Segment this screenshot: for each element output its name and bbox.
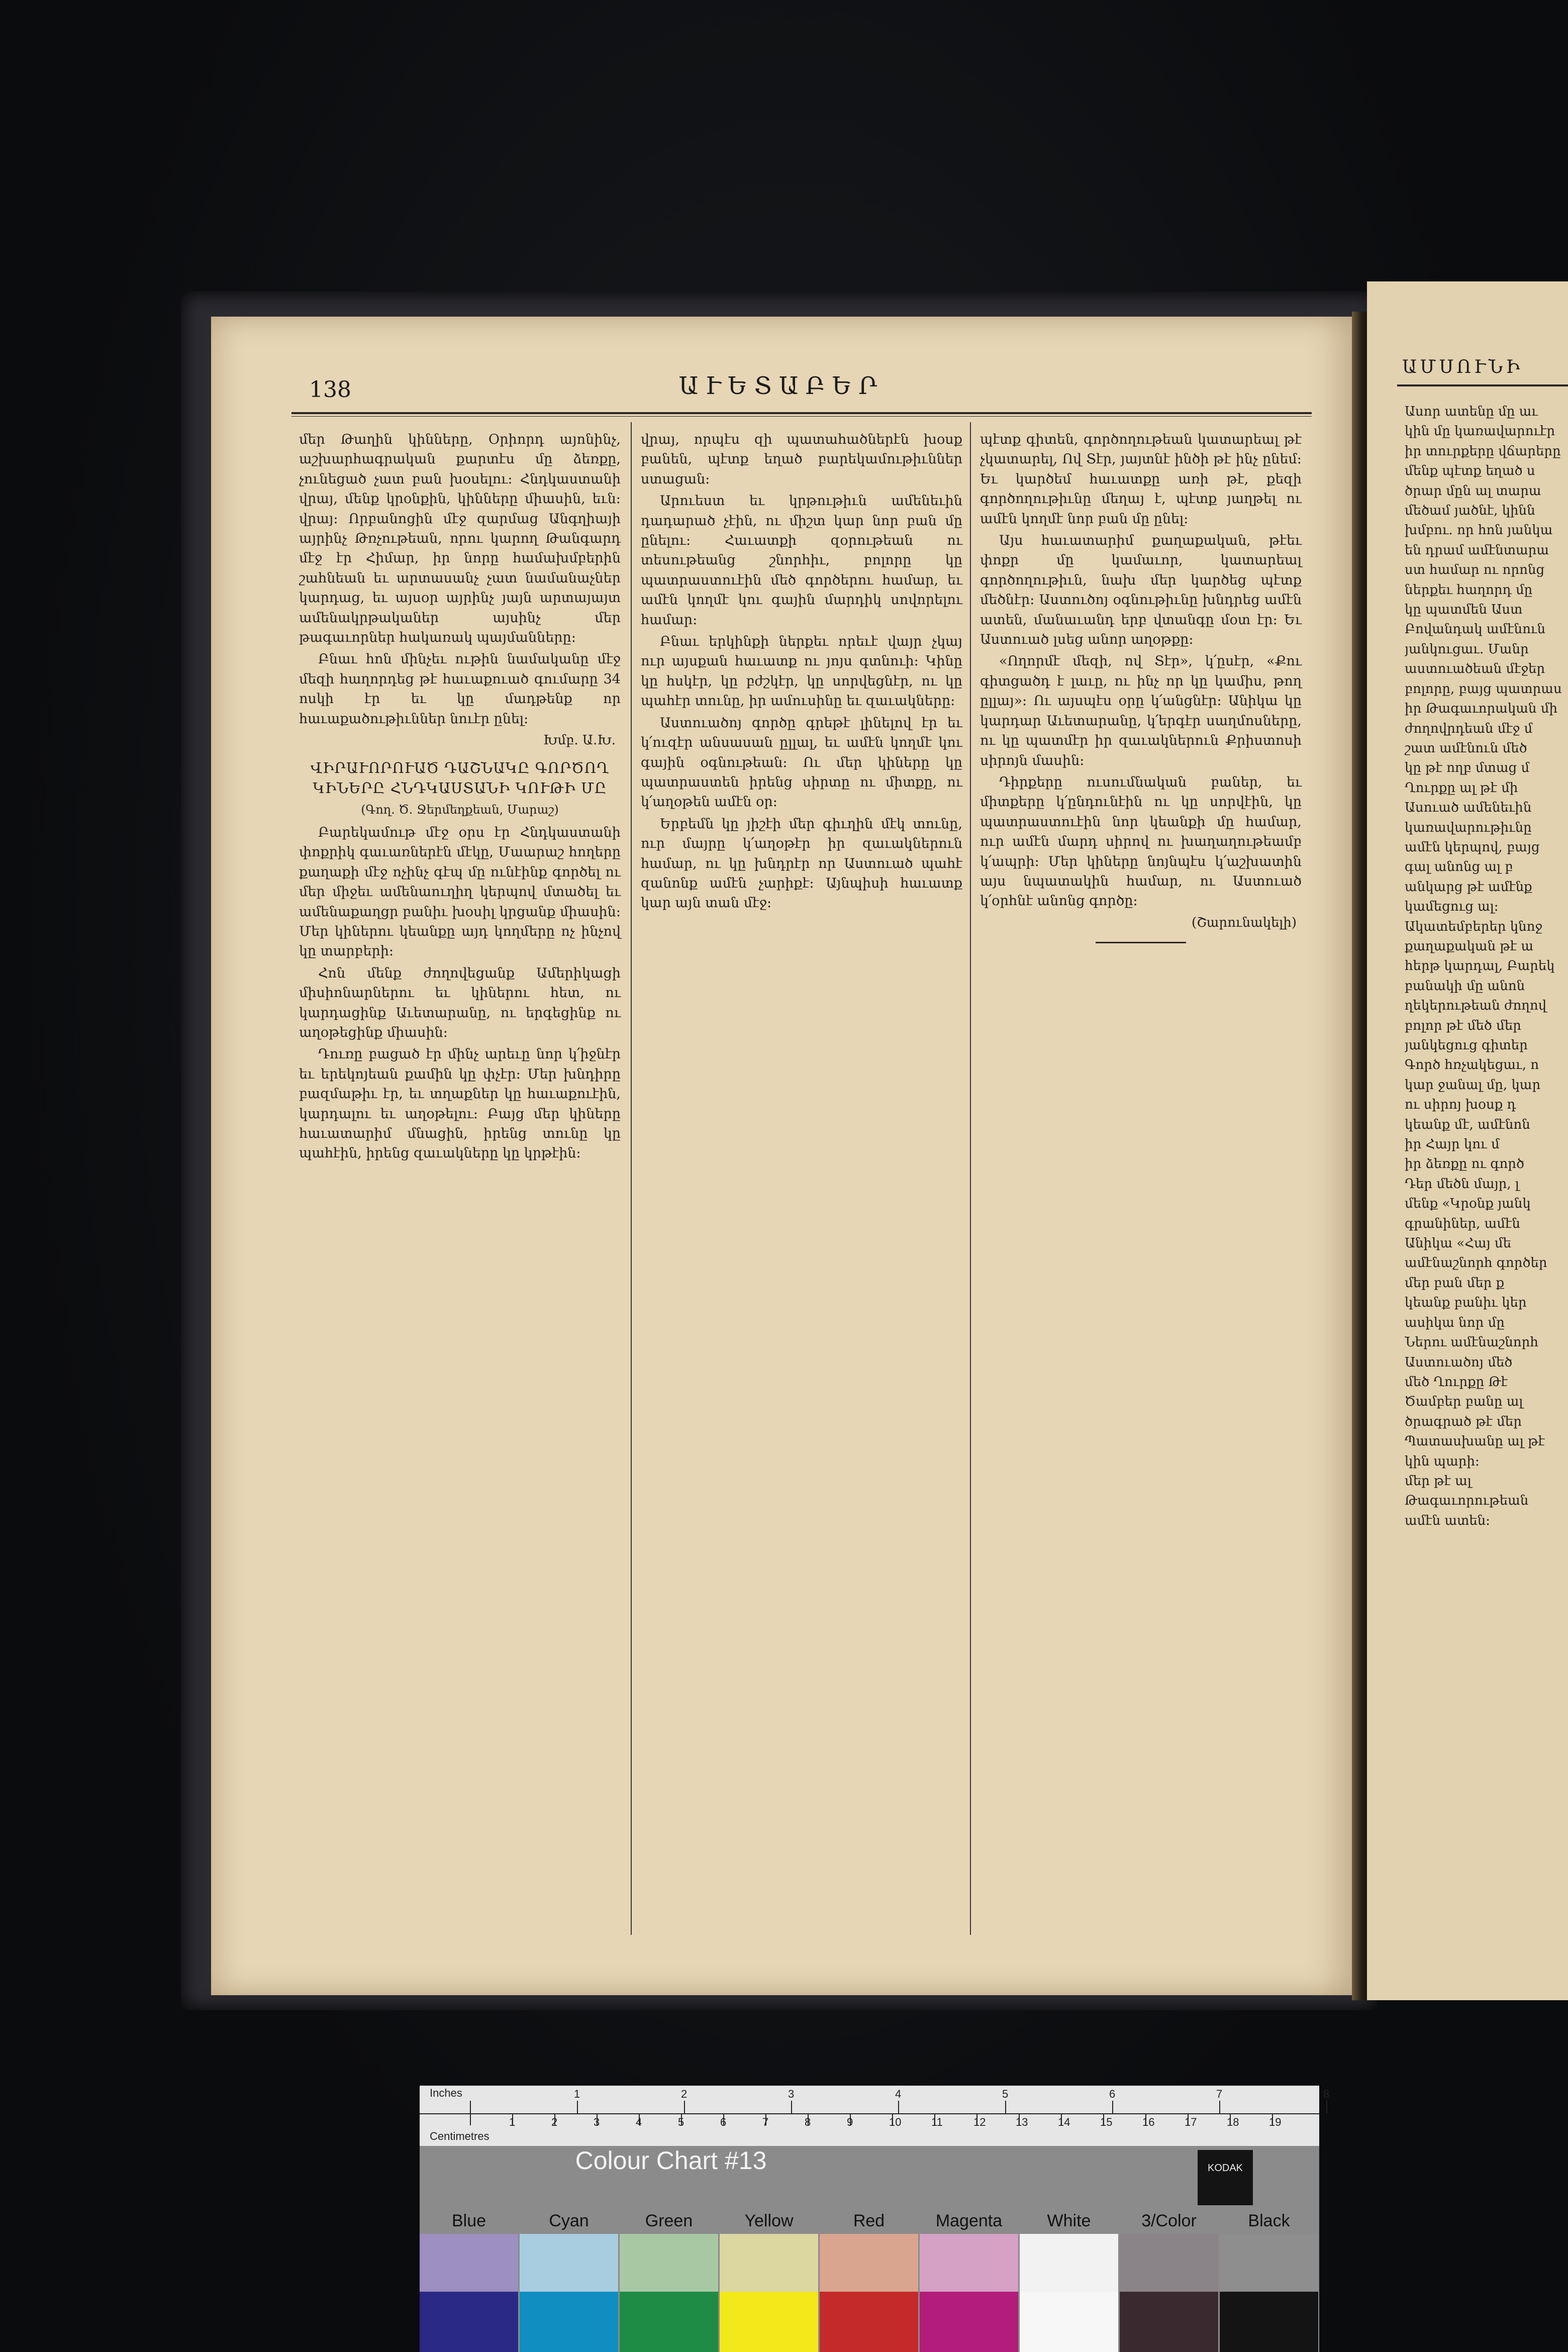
- kodak-logo: KODAK: [1198, 2150, 1253, 2205]
- right-page-line: ամէնաշնորհ գործեր: [1405, 1255, 1547, 1271]
- swatch-solid: [520, 2292, 618, 2352]
- ruler-cm-number: 9: [847, 2116, 853, 2128]
- right-page-line: Գործ հռչակեցաւ, ո: [1405, 1057, 1539, 1073]
- col2-paragraph: Աստուածոյ գործը գրեթէ լինելով էր եւ կ՛ուզէր անսասան ըլլալ, եւ ամէն կողմէ կու գային օգնութեան։ Ու մեր կիները կը պատրաստեն իրենց սիրտը ու միտքը, ու կ՛աղօթեն ամէն օր։: [641, 715, 962, 810]
- right-page-line: կառավարութիւնը: [1405, 820, 1532, 835]
- colour-chart: [420, 2086, 1330, 2352]
- ruler-centimetres-label: Centimetres: [430, 2130, 489, 2142]
- right-page-line: բոլորը, բայց պատրաս: [1405, 681, 1562, 697]
- ruler-inch-number: 1: [574, 2088, 580, 2100]
- right-page-line: կեանք մէ, ամէնոն: [1405, 1117, 1530, 1132]
- col1-paragraph: Բնաւ հոն մինչեւ ութին նամականը մէջ մեզի հաղորդեց թէ հաւաքուած գումարը 34 ոսկի էր եւ կը մադթենք որ հաւաքածութիւններ նուէր ընել։: [299, 651, 621, 727]
- header-rule-thin: [291, 416, 1312, 417]
- ruler-cm-number: 4: [636, 2116, 642, 2128]
- right-page-line: հերթ կարդալ, Բարեկ: [1405, 958, 1555, 974]
- swatch-solid: [1220, 2292, 1318, 2352]
- swatch-tint: [1020, 2234, 1118, 2292]
- swatch-label-red: Red: [853, 2211, 885, 2230]
- right-page-line: կը թէ ողբ մտաց մ: [1405, 760, 1530, 776]
- ruler-cm-number: 7: [762, 2116, 769, 2128]
- right-page-line: Ասուած ամենեւին: [1405, 800, 1532, 816]
- right-page-line: կեանք բանիւ կեր: [1405, 1295, 1527, 1311]
- swatch-label-white: White: [1047, 2211, 1091, 2230]
- right-page-line: բանակի մը անոն: [1405, 978, 1525, 994]
- swatch-tint: [520, 2234, 618, 2292]
- right-page-line: իր ձեռքը ու գործ: [1405, 1156, 1525, 1172]
- swatch-label-magenta: Magenta: [935, 2211, 1003, 2230]
- ruler-cm-number: 11: [931, 2116, 943, 2128]
- ruler-inch-number: 7: [1216, 2088, 1223, 2100]
- ruler-cm-number: 13: [1016, 2116, 1028, 2128]
- right-page-line: կին պարի։: [1405, 1453, 1480, 1469]
- right-page-line: մեծ Ղուրքը Թէ: [1405, 1374, 1508, 1390]
- swatch-label-3color: 3/Color: [1141, 2211, 1197, 2230]
- ruler-cm-number: 14: [1058, 2116, 1070, 2128]
- swatch-tint: [420, 2234, 518, 2292]
- right-page-line: Ներու ամէնաշնորհ: [1405, 1335, 1538, 1350]
- column-2: [641, 430, 962, 915]
- swatch-solid: [820, 2292, 918, 2352]
- ruler-inch-number: 4: [895, 2088, 902, 2100]
- right-page-line: ստ համար ու որոնց: [1405, 562, 1545, 578]
- swatch-solid: [420, 2292, 518, 2352]
- right-page-line: ու սիրոյ խօսք դ: [1405, 1097, 1516, 1113]
- swatch-tint: [1220, 2234, 1318, 2292]
- swatch-solid: [1120, 2292, 1218, 2352]
- right-page-line: իր Հայր կու մ: [1405, 1137, 1500, 1152]
- right-page-line: Դեր մեծն մայր, լ: [1405, 1176, 1519, 1192]
- swatch-solid: [720, 2292, 818, 2352]
- article-subheading: (Գող. Ծ. Ջերմեղքեան, Մարաշ): [361, 802, 559, 817]
- col3-paragraph: Դիրքերը ուսումնական բաներ, եւ միտքերը կ՛ընդունէին ու կը սորվէին, կը պատրաստուէին նոր կեանքի մը համար, ուր ամէն մարդ սիրով ու խաղաղութեամբ կ՛ապրի։ Մեր կիները նոյնպէս կ՛աշխատին այս նպատակին համար, ու Աստուած կ՛օրհնէ անոնց գործը։: [980, 774, 1302, 909]
- ruler-inches-label: Inches: [430, 2087, 462, 2099]
- right-page-line: ժողովրդեան մէջ մ: [1405, 721, 1533, 736]
- right-page-line: իր Թագաւորական մի: [1405, 701, 1557, 717]
- left-page: [211, 317, 1352, 1995]
- ruler-inch-number: 3: [788, 2088, 795, 2100]
- column-rule-1: [631, 422, 632, 1935]
- swatch-label-yellow: Yellow: [744, 2211, 794, 2230]
- right-page-line: Աստուածոյ մեծ: [1405, 1354, 1513, 1370]
- ruler-cm-number: 15: [1100, 2116, 1113, 2128]
- ruler-inch-tick: [1005, 2101, 1006, 2113]
- col1-paragraph: Հոն մենք ժողովեցանք Ամերիկացի միսիոնարներու եւ կիներու հետ, ու կարդացինք Աւետարանը, ու երգեցինք ու աղօթեցինք միասին։: [299, 965, 621, 1040]
- ruler-cm-number: 18: [1227, 2116, 1239, 2128]
- right-page-line: մեր բան մեր ք: [1405, 1275, 1505, 1291]
- col1-byline: Խմբ. Ա.Խ.: [543, 733, 616, 748]
- colour-chart-title: Colour Chart #13: [575, 2146, 767, 2175]
- right-page-line: քաղաքական թէ ա: [1405, 938, 1534, 954]
- swatch-tint: [920, 2234, 1018, 2292]
- right-page-line: Պատասխանը ալ թէ: [1405, 1434, 1545, 1449]
- ruler-cm-number: 2: [551, 2116, 558, 2128]
- ruler-cm-number: 12: [973, 2116, 986, 2128]
- ruler-cm-number: 6: [720, 2116, 727, 2128]
- right-page-line: ամէն ատեն։: [1405, 1513, 1490, 1528]
- right-page-line: կամեցուց ալ։: [1405, 899, 1499, 915]
- ruler-inch-tick: [898, 2101, 899, 2113]
- right-page-line: Բովանդակ ամէնուն: [1405, 622, 1546, 637]
- column-rule-2: [970, 422, 971, 1935]
- right-page-line: կին մը կառավարուէր: [1405, 424, 1555, 439]
- ruler-inch-tick: [791, 2101, 792, 2113]
- col1-paragraph: Բարեկամութ մէջ օրս էր Հնդկաստանի փոքրիկ գաւառներէն մէկը, Մաարաշ հողերը քաղաքի մէջ ոչինչ գէպ մը ունէինք գործել ու մեր միջեւ ամենաուղիղ կերպով մտածել եւ ամենաքաղցր բանիւ խօսիլ կրցանք միասին։ Մեր կիներու կեանքը այդ կողմերը ոչ ինչով կը տարբերի։: [299, 824, 621, 959]
- swatch-solid: [620, 2292, 718, 2352]
- col2-paragraph: Բնաւ երկինքի ներքեւ որեւէ վայր չկայ ուր այսքան հաւատք ու յոյս գտնուի։ Կինը կը հսկէր, կը բժշկէր, կը սորվեցնէր, ու կը պահէր տունը, իր ամուսինը եւ զաւակները։: [641, 634, 962, 709]
- swatch-tint: [820, 2234, 918, 2292]
- col3-paragraph: պէտք գիտեն, գործողութեան կատարեալ թէ չկատարել, Ով Տէր, յայտնէ ինծի թէ ինչ ընեմ։ Եւ կարծեմ հաւատքը առի թէ, քեզի գործողութիւնը մեղայ է, պէտք յաղթել ու ամէն կողմէ նոր բան մը ընել։: [980, 432, 1302, 527]
- right-page: [1367, 281, 1568, 2000]
- swatch-solid: [1020, 2292, 1118, 2352]
- ruler-inch-number: 2: [681, 2088, 688, 2100]
- swatch-label-cyan: Cyan: [549, 2211, 589, 2230]
- measurement-ruler: [420, 2086, 1330, 2146]
- swatch-tint: [720, 2234, 818, 2292]
- right-page-line: Ծամբեր բանը ալ: [1405, 1394, 1523, 1410]
- right-page-line: անկարց թէ ամէնք: [1405, 879, 1532, 895]
- swatch-label-black: Black: [1248, 2211, 1290, 2230]
- ruler-inch-number: 5: [1002, 2088, 1009, 2100]
- ruler-cm-number: 10: [889, 2116, 902, 2128]
- ruler-inch-tick: [1326, 2101, 1327, 2113]
- right-page-line: Անիկա «Հայ մե: [1405, 1236, 1511, 1251]
- ruler-inch-tick: [1219, 2101, 1220, 2113]
- header-rule: [291, 412, 1312, 414]
- right-page-line: բոլոր թէ մեծ մեր: [1405, 1018, 1521, 1033]
- right-page-line: կը պատմեն Աստ: [1405, 602, 1523, 618]
- column-1: [299, 430, 621, 1165]
- ruler-cm-number: 19: [1269, 2116, 1282, 2128]
- right-page-line: շատ ամէնուն մեծ: [1405, 740, 1527, 756]
- right-page-line: յանկեցուց գիտեր: [1405, 1038, 1528, 1053]
- page-number: 138: [309, 377, 351, 403]
- swatch-solid: [920, 2292, 1018, 2352]
- ruler-inch-number: 8: [1323, 2088, 1330, 2100]
- right-page-running-head: ԱՄՍՈՒՆԻ: [1402, 357, 1523, 377]
- right-page-line: կար ջանալ մը, կար: [1405, 1077, 1541, 1093]
- right-page-line: իր տուրքերը վճարերը: [1405, 443, 1561, 459]
- right-page-line: Ղուրքը ալ թէ մի: [1405, 780, 1518, 796]
- right-page-line: աստուածեան մէջեր: [1405, 661, 1545, 677]
- running-head: ԱՒԵՏԱԲԵՐ: [678, 372, 885, 400]
- right-page-line: ներքեւ հաղորդ մը: [1405, 582, 1533, 598]
- ruler-inch-tick: [684, 2101, 685, 2113]
- swatch-tint: [620, 2234, 718, 2292]
- column-3: [980, 430, 1302, 943]
- right-page-line: մեր թէ ալ: [1405, 1473, 1472, 1489]
- right-page-line: ծրագրած թէ մեր: [1405, 1414, 1522, 1429]
- ruler-cm-number: 3: [594, 2116, 600, 2128]
- right-page-column: [1405, 402, 1568, 1531]
- right-page-line: են դրամ ամէնտարա: [1405, 542, 1549, 558]
- right-page-line: Ակատեմբերեր կնոջ: [1405, 919, 1543, 934]
- ruler-cm-number: 16: [1142, 2116, 1155, 2128]
- right-page-line: խմբու. որ հոն յանկա: [1405, 523, 1553, 538]
- right-page-line: ասիկա նոր մը: [1405, 1315, 1505, 1330]
- right-page-line: Թագաւորութեան: [1405, 1493, 1529, 1509]
- ruler-cm-number: 8: [805, 2116, 811, 2128]
- ruler-cm-number: 1: [509, 2116, 516, 2128]
- right-page-line: մենք «Կրօնք յանկ: [1405, 1196, 1531, 1212]
- col3-paragraph: Այս հաւատարիմ քաղաքական, թէեւ փոքր մը կամաւոր, կատարեալ գործողութիւն, նախ մեր կարծեց պէտք մեծնէր։ Աստուծոյ օգնութիւնը խնդրեց ամէն ատեն, մանաւանդ երբ վտանգը մօտ էր։ Եւ Աստուած լսեց անոր աղօթքը։: [980, 533, 1302, 648]
- ruler-inch-tick: [1112, 2101, 1113, 2113]
- right-page-line: մեծամ յածնէ, կինն: [1405, 503, 1535, 519]
- article-heading: ՎԻՐԱՒՈՐՈՒԱԾ ԴԱՇՆԱԿԸ ԳՈՐԾՈՂ ԿԻՆԵՐԸ ՀՆԴԿԱՍՏԱՆԻ ԿՈՒԹԻ ՄԸ: [310, 759, 610, 797]
- ruler-inch-number: 6: [1109, 2088, 1116, 2100]
- col1-paragraph: մեր Թաղին կինները, Օրիորդ այոնինչ, աշխարհագրական քարտէս մը ձեռքը, չունեցած չատ բան խօսելու։ Հնդկաստանի վրայ, մենք կրօնքին, կինները միասին, եւն։ վրայ։ Որբանոցին մէջ զարմաց Անգղիայի այրինչ Թռչութեան, որու կարող Թանգարդ մէջ էր Հիմար, իր նորը համախմբերին շահնեան եւ արտասանչ չատ նամանաչներ կարդաց, եւ այսօր այրինչ յայն արտայայտ ամենակրթականեր այսինչ մեր թագաւորներ հակառակ պայմանները։: [299, 432, 621, 646]
- col2-paragraph: վրայ, որպէս զի պատահածներէն խօսք բանեն, պէտք եղած բարեկամութիւններ ստացան։: [641, 432, 962, 487]
- col1-paragraph: Դուռը բացած էր մինչ արեւը նոր կ՛իջնէր եւ երեկոյեան քամին կը փչէր։ Մեր խնդիրը բազմաթիւ էր, եւ տղաքներ կը հաւաքուէին, կարդալու եւ աղօթելու։ Բայց մեր կիները հաւատարիմ մնացին, իրենց տունը կը պահէին, իրենց զաւակները կը կրթէին։: [299, 1046, 621, 1161]
- right-page-line: գրանիներ, ամէն: [1405, 1216, 1520, 1231]
- swatch-tint: [1120, 2234, 1218, 2292]
- col2-paragraph: Երբեմն կը յիշէի մեր գիւղին մէկ տունը, ուր մայրը կ՛աղօթէր իր զաւակներուն համար, ու կը խնդրէր որ Աստուած պահէ զանոնք ամէն չարիքէ։ Այնպիսի հաւատք կար այն տան մէջ։: [641, 816, 962, 911]
- right-page-line: յանկուցաւ. Մանր: [1405, 641, 1529, 657]
- ruler-cm-number: 5: [678, 2116, 684, 2128]
- ruler-cm-number: 17: [1185, 2116, 1197, 2128]
- right-page-rule: [1397, 384, 1568, 386]
- col3-closing: (Շարունակելի): [1191, 915, 1297, 930]
- ruler-inch-tick: [577, 2101, 578, 2113]
- right-page-line: Ասոր ատենը մը աւ: [1405, 404, 1538, 419]
- swatch-label-blue: Blue: [451, 2211, 486, 2230]
- ruler-cm-tick: [470, 2113, 471, 2125]
- ruler-inch-tick: [470, 2101, 471, 2113]
- right-page-line: ղեկերութեան ժողով: [1405, 998, 1547, 1014]
- right-page-line: մենք պէտք եղած ս: [1405, 463, 1535, 479]
- col2-paragraph: Արուեստ եւ կրթութիւն ամենեւին դադարած չէին, ու միշտ կար նոր բան մը ընելու։ Հաւատքի զօրութեան ու տեսութեանց շնորհիւ, բոլորը կը պատրաստուէին մեծ գործերու համար, եւ ամէն կողմէ կու գային մարդիկ սովորելու համար։: [641, 493, 962, 628]
- right-page-line: գալ անոնց ալ բ: [1405, 859, 1513, 875]
- book-gutter: [1352, 312, 1367, 2000]
- col3-paragraph: «Ողորմէ մեզի, ով Տէր», կ՛ըսէր, «Քու գիտցածդ է լաւը, ու ինչ որ կը կամիս, թող ըլլայ»։ Ու այսպէս օրը կ՛անցնէր։ Անիկա կը կարդար Աւետարանը, կ՛երգէր սաղմոսները, ու կը պատմէր իր զաւակներուն Քրիստոսի սիրոյն մասին։: [980, 653, 1302, 768]
- right-page-line: ծրար մըն ալ տարա: [1405, 483, 1541, 499]
- swatch-label-green: Green: [645, 2211, 693, 2230]
- right-page-line: ամէն կերպով, բայց: [1405, 839, 1540, 855]
- end-rule: [1096, 942, 1186, 943]
